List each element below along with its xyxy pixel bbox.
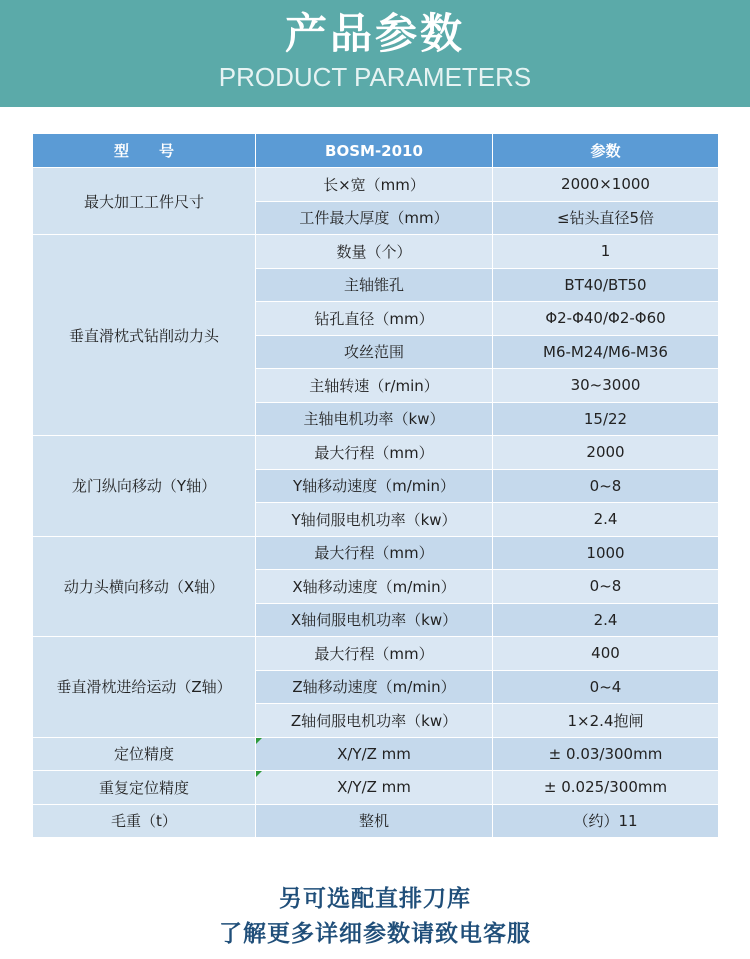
parameter-value: 0~8: [493, 469, 719, 503]
parameter-item: 最大行程（mm）: [256, 637, 493, 671]
table-row: [33, 737, 719, 771]
parameter-value: 400: [493, 637, 719, 671]
parameter-value: 1000: [493, 536, 719, 570]
table-row: [33, 804, 719, 838]
parameter-item: X/Y/Z mm: [256, 737, 493, 771]
group-label: 龙门纵向移动（Y轴）: [33, 436, 256, 537]
parameter-value: 2.4: [493, 503, 719, 537]
parameter-item: 主轴锥孔: [256, 268, 493, 302]
group-label: 重复定位精度: [33, 771, 256, 805]
parameter-item: 最大行程（mm）: [256, 536, 493, 570]
parameter-item: 主轴转速（r/min）: [256, 369, 493, 403]
footer-note-contact: 了解更多详细参数请致电客服: [219, 921, 531, 947]
footer-note-tool-magazine: 另可选配直排刀库: [279, 886, 471, 912]
header-parameters: 参数: [493, 134, 719, 168]
parameters-table: [32, 133, 719, 838]
group-label: 最大加工工件尺寸: [33, 168, 256, 235]
parameter-item: 数量（个）: [256, 235, 493, 269]
parameter-value: 2000: [493, 436, 719, 470]
group-label: 毛重（t）: [33, 804, 256, 838]
parameter-value: （约）11: [493, 804, 719, 838]
table-header-row: [33, 134, 719, 168]
table-row: [33, 536, 719, 570]
parameter-item: X轴伺服电机功率（kw）: [256, 603, 493, 637]
parameter-item: 最大行程（mm）: [256, 436, 493, 470]
parameter-value: Φ2-Φ40/Φ2-Φ60: [493, 302, 719, 336]
parameter-value: 2000×1000: [493, 168, 719, 202]
parameter-item: X/Y/Z mm: [256, 771, 493, 805]
parameter-value: ≤钻头直径5倍: [493, 201, 719, 235]
group-label: 动力头横向移动（X轴）: [33, 536, 256, 637]
parameter-item: 工件最大厚度（mm）: [256, 201, 493, 235]
parameter-item: Y轴伺服电机功率（kw）: [256, 503, 493, 537]
parameter-value: 30~3000: [493, 369, 719, 403]
parameter-value: 0~4: [493, 670, 719, 704]
parameter-item: 主轴电机功率（kw）: [256, 402, 493, 436]
table-row: [33, 168, 719, 202]
parameter-value: 2.4: [493, 603, 719, 637]
parameter-item: Z轴伺服电机功率（kw）: [256, 704, 493, 738]
table-row: [33, 235, 719, 269]
parameter-item: 长×宽（mm）: [256, 168, 493, 202]
group-label: 定位精度: [33, 737, 256, 771]
header-model: 型 号: [33, 134, 256, 168]
table-row: [33, 436, 719, 470]
header-banner: [0, 0, 750, 107]
table-row: [33, 637, 719, 671]
page-subtitle: PRODUCT PARAMETERS: [218, 62, 532, 92]
parameter-item: 整机: [256, 804, 493, 838]
parameter-item: Y轴移动速度（m/min）: [256, 469, 493, 503]
table-row: [33, 771, 719, 805]
group-label: 垂直滑枕进给运动（Z轴）: [33, 637, 256, 738]
parameter-value: 0~8: [493, 570, 719, 604]
parameter-item: 攻丝范围: [256, 335, 493, 369]
parameter-value: 1: [493, 235, 719, 269]
page-title: 产品参数: [284, 9, 465, 58]
parameter-item: Z轴移动速度（m/min）: [256, 670, 493, 704]
parameter-value: ± 0.03/300mm: [493, 737, 719, 771]
parameter-value: 15/22: [493, 402, 719, 436]
parameter-value: M6-M24/M6-M36: [493, 335, 719, 369]
parameter-value: BT40/BT50: [493, 268, 719, 302]
parameter-value: ± 0.025/300mm: [493, 771, 719, 805]
header-model-number: BOSM-2010: [256, 134, 493, 168]
group-label: 垂直滑枕式钻削动力头: [33, 235, 256, 436]
parameter-item: 钻孔直径（mm）: [256, 302, 493, 336]
parameter-value: 1×2.4抱闸: [493, 704, 719, 738]
parameter-item: X轴移动速度（m/min）: [256, 570, 493, 604]
